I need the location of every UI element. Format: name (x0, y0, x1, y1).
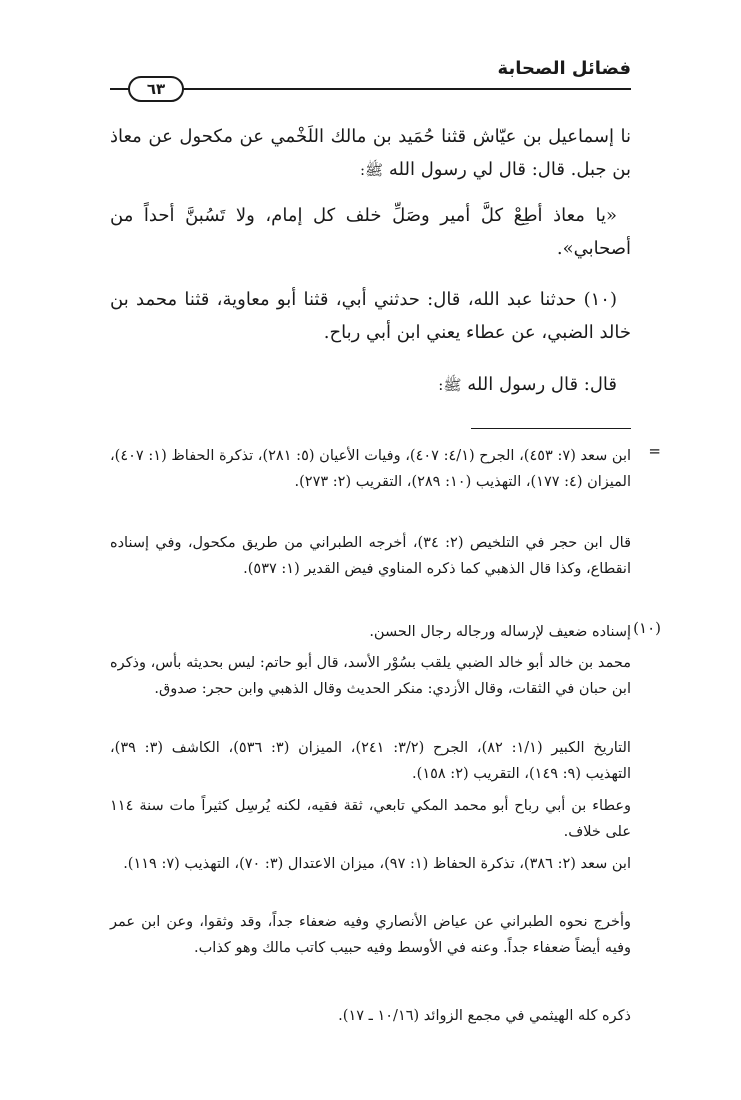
paragraph-text: نا إسماعيل بن عيّاش قثنا حُمَيد بن مالك اللَخْمي عن مكحول عن معاذ بن جبل. قال: قال لي رسول الله (110, 126, 631, 180)
footnote-continuation-marker: = (648, 442, 661, 460)
salutation-glyph: ﷺ: (359, 161, 384, 179)
paragraph-text: قال: قال رسول الله (467, 374, 617, 395)
salutation-glyph: ﷺ: (438, 376, 462, 394)
footnote-ata-ibn-abi-rabah: وعطاء بن أبي رباح أبو محمد المكي تابعي، ثقة فقيه، لكنه يُرسِل كثيراً مات سنة ١١٤ على خلاف. (110, 798, 631, 840)
paragraph-text: (١٠) حدثنا عبد الله، قال: حدثني أبي، قثنا أبو معاوية، قثنا محمد بن خالد الضبي، عن عطاء يعني ابن أبي رباح. (110, 289, 631, 343)
header-rule (110, 88, 631, 90)
footnote-ibn-hajar: قال ابن حجر في التلخيص (٢: ٣٤)، أخرجه الطبراني من طريق مكحول، وفي إسناده انقطاع، وكذا قال الذهبي كما ذكره المناوي فيض القدير (١: ٥٣٧). (110, 535, 631, 577)
footnote-tabarani: وأخرج نحوه الطبراني عن عياض الأنصاري وفيه ضعفاء جداً، وقد وثقوا، وعن ابن عمر وفيه أيضاً ضعفاء جداً. وعنه في الأوسط وفيه حبيب كاتب مالك وهو كذاب. (110, 914, 631, 956)
footnote-number-10: (١٠) (633, 619, 661, 637)
footnote-sources-2: التاريخ الكبير (١/١: ٨٢)، الجرح (٣/٢: ٢٤١)، الميزان (٣: ٥٣٦)، الكاشف (٣: ٣٩)، التهذيب (٩: ١٤٩)، التقريب (٢: ١٥٨). (110, 740, 631, 782)
footnote-muhammad-ibn-khalid: محمد بن خالد أبو خالد الضبي يلقب بسُوْر الأسد، قال أبو حاتم: ليس بحديثه بأس، وذكره ابن حبان في الثقات، وقال الأزدي: منكر الحديث وقال الذهبي وابن حجر: صدوق. (110, 655, 631, 697)
footnote-haythami: ذكره كله الهيثمي في مجمع الزوائد (١٠/١٦ ـ ١٧). (338, 1008, 631, 1024)
paragraph-text: «يا معاذ أطِعْ كلَّ أمير وصَلِّ خلف كل إمام، ولا تَسُبنَّ أحداً من أصحابي». (110, 205, 631, 259)
running-title: فضائل الصحابة (497, 58, 631, 79)
footnote-sources-3: ابن سعد (٢: ٣٨٦)، تذكرة الحفاظ (١: ٩٧)، ميزان الاعتدال (٣: ٧٠)، التهذيب (٧: ١١٩). (123, 856, 631, 872)
paragraph-qala (110, 368, 631, 402)
paragraph-isnad-muadh (110, 120, 631, 187)
footnote-separator (471, 428, 631, 429)
page-number-badge (128, 76, 184, 102)
footnote-sources-1: ابن سعد (٧: ٤٥٣)، الجرح (٤/١: ٤٠٧)، وفيات الأعيان (٥: ٢٨١)، تذكرة الحفاظ (١: ٤٠٧)، الميزان (٤: ١٧٧)، التهذيب (١٠: ٢٨٩)، التقريب (٢: ٢٧٣). (110, 448, 632, 490)
paragraph-hadith-10 (110, 283, 631, 349)
page-number: ٦٣ (146, 80, 166, 98)
paragraph-hadith-text (110, 199, 631, 265)
footnote-isnad-grading: إسناده ضعيف لإرساله ورجاله رجال الحسن. (369, 624, 631, 640)
